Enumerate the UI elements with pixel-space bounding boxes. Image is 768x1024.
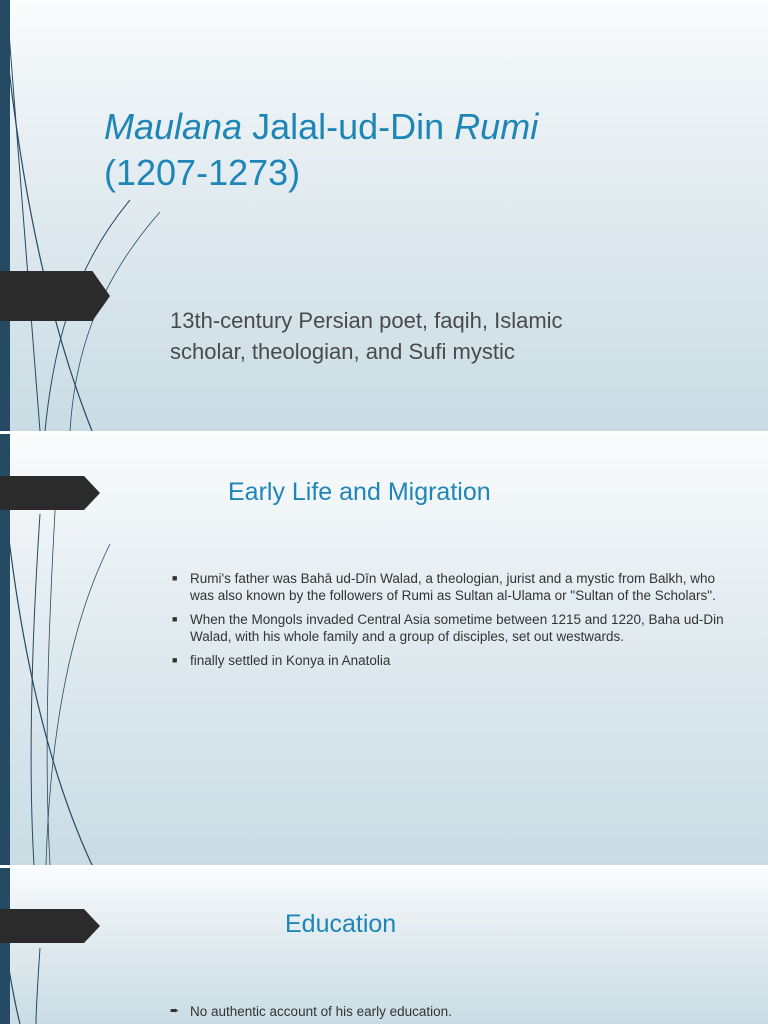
square-bullet-icon: ■ <box>172 573 178 583</box>
list-item <box>172 652 724 669</box>
list-item <box>172 611 724 645</box>
arrow-banner <box>0 271 110 321</box>
title-maulana: Maulana <box>104 106 243 147</box>
title-years: (1207-1273) <box>104 152 301 193</box>
slide-heading: Education <box>285 910 397 938</box>
title-jalal: Jalal-ud-Din <box>242 106 455 147</box>
bullet-list <box>172 570 724 676</box>
subtitle-line-2: scholar, theologian, and Sufi mystic <box>170 339 515 364</box>
bullet-text: Rumi's father was Bahā ud-Dīn Walad, a theologian, jurist and a mystic from Balkh, who was also known by the followers of Rumi as Sultan al-Ulama or "Sultan of the Scholars". <box>190 571 716 603</box>
slide-heading: Early Life and Migration <box>228 478 491 506</box>
arrow-banner <box>0 909 100 943</box>
slide-title-heading <box>104 104 538 196</box>
decorative-swoosh <box>0 868 200 1024</box>
bullet-text: No authentic account of his early education. <box>190 1004 452 1019</box>
slide-title <box>0 0 768 431</box>
arrow-banner <box>0 476 100 510</box>
list-item <box>172 570 724 604</box>
slide-subtitle <box>170 305 690 367</box>
bullet-text: When the Mongols invaded Central Asia sometime between 1215 and 1220, Baha ud-Din Walad, with his whole family and a group of disciples, set out westwards. <box>190 612 724 644</box>
slide-education <box>0 868 768 1024</box>
bullet-list <box>170 1003 730 1020</box>
bullet-text: finally settled in Konya in Anatolia <box>190 653 391 668</box>
square-bullet-icon: ■ <box>172 614 178 624</box>
title-rumi: Rumi <box>454 106 539 147</box>
subtitle-line-1: 13th-century Persian poet, faqih, Islamic <box>170 308 563 333</box>
slide-early-life <box>0 434 768 865</box>
square-bullet-icon: ■ <box>172 655 178 665</box>
list-item <box>170 1003 730 1020</box>
arrow-bullet-icon: ➨ <box>170 1005 180 1017</box>
